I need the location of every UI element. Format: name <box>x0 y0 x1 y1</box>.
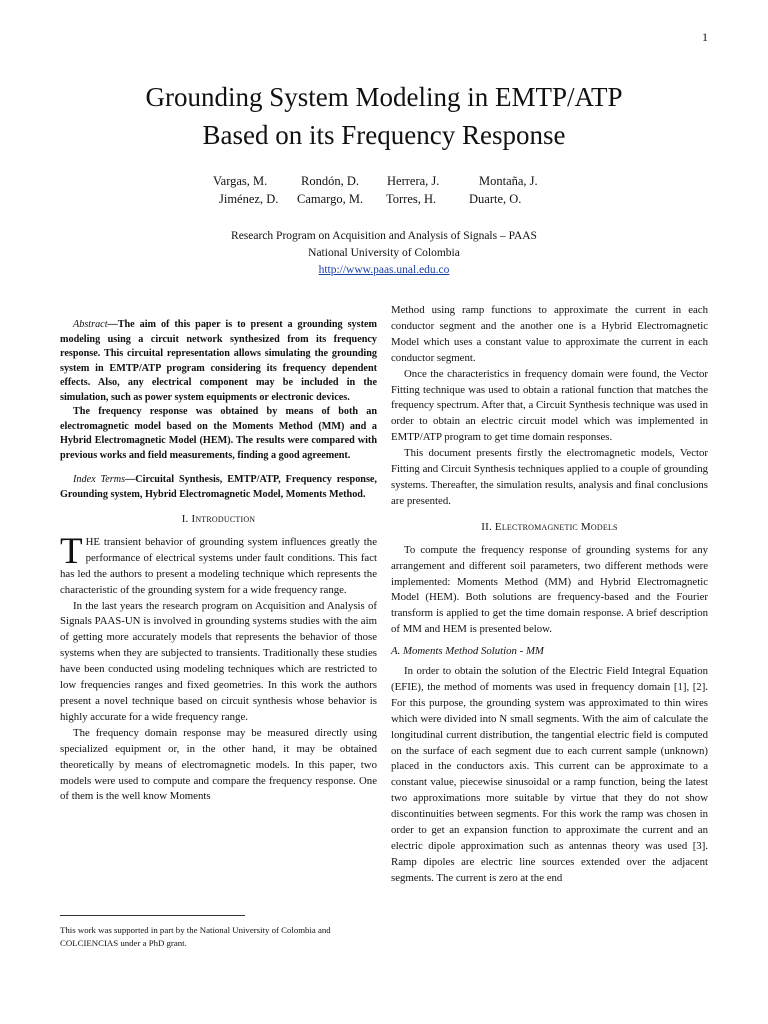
models-paragraph-1: To compute the frequency response of grounding systems for any arrangement and different soil parameters, two different methods were implemented: Moments Method (MM) and Hybrid Electromagnetic Model (HEM). Both solutions are frequency-based and the Fourier transform is applied to get the time domain response. A brief description of MM and HEM is presented below. <box>391 543 708 636</box>
index-terms-text: —Circuital Synthesis, EMTP/ATP, Frequency response, Grounding system, Hybrid Electromagnetic Model, Moments Method. <box>60 474 377 500</box>
author-name: Herrera, J. <box>387 174 440 188</box>
affiliation <box>0 228 768 279</box>
right-paragraph-3: This document presents firstly the electromagnetic models, Vector Fitting and Circuit Synthesis techniques applied to a couple of grounding systems. Thereafter, the simulation results, analysis and final conclusions are presented. <box>391 447 708 507</box>
footnote-rule <box>60 915 245 916</box>
right-paragraph-1: Method using ramp functions to approximate the current in each conductor segment and the another one is a Hybrid Electromagnetic Model which uses a constant value to approximate the current in each conductor segment. <box>391 304 708 364</box>
author-name: Rondón, D. <box>301 174 359 188</box>
author-name: Duarte, O. <box>469 192 522 206</box>
paper-title <box>0 78 768 154</box>
author-name: Torres, H. <box>386 192 437 206</box>
abstract-text-1: —The aim of this paper is to present a grounding system modeling using a circuit network synthesized from its frequency response. This circuital representation allows simulating the grounding system in EMTP/ATP program considering its frequency dependent effects. Also, any electrical component may be included in the simulation, such as power system equipments or electronic devices. <box>60 319 377 403</box>
intro-paragraph-3: The frequency domain response may be measured directly using specialized equipment or, in the other hand, it may be obtained theoretically by means of electromagnetic models. In this paper, two models were used to compute and compare the frequency response. One of them is the well know Moments <box>60 726 377 803</box>
mm-paragraph: In order to obtain the solution of the Electric Field Integral Equation (EFIE), the method of moments was used in frequency domain [1], [2]. For this purpose, the grounding system was approximated to thin wires which were divided into N small segments. With the aim of calculate the longitudinal current distribution, the tangential electric field is computed on the surface of each segment due to each current sample (unknown) placed in the conductors axis. This current can be approximate to a constant value, piecewise sinusoidal or a ramp function, being the latest two approximations more suitable by virtue that they do not show discontinuities between segments. For this work the ramp was chosen in order to get an expansion function to approximate the current and an electric dipole approximation such as antennas theory was used [3]. Ramp dipoles are electric line sources extended over the adjacent segments. The current is zero at the end <box>391 665 708 884</box>
author-row-1 <box>0 172 768 190</box>
left-column <box>60 318 377 805</box>
abstract-text-2: The frequency response was obtained by means of both an electromagnetic model based on the Moments Method (MM) and a Hybrid Electromagnetic Model (HEM). The results were compared with previous works and field measurements, finding a good agreement. <box>60 406 377 461</box>
author-row-2 <box>0 190 768 208</box>
intro-paragraph-1: THE transient behavior of grounding system influences greatly the performance of electrical systems under fault conditions. This fact has led the authors to present a modeling technique which represents the characteristic of the grounding system for a wide frequency range. <box>60 530 377 596</box>
affiliation-url-link[interactable]: http://www.paas.unal.edu.co <box>318 264 450 276</box>
author-name: Camargo, M. <box>297 192 364 206</box>
author-name: Montaña, J. <box>479 174 538 188</box>
section-heading-electromagnetic-models: II. Electromagnetic Models <box>481 520 618 533</box>
drop-cap: T <box>60 530 83 572</box>
footnote <box>60 924 377 950</box>
title-line-1: Grounding System Modeling in EMTP/ATP <box>145 82 623 112</box>
section-heading-introduction: I. Introduction <box>181 513 256 525</box>
abstract <box>60 318 377 463</box>
intro-paragraph-2: In the last years the research program on Acquisition and Analysis of Signals PAAS-UN is involved in grounding systems studies with the aim of getting more accurately models that represents the behavior of those systems when they are subjected to transients. Traditionally these studies have been conducted using modeling techniques which are restricted to low frequencies ranges and fixed geometries. In this work the authors present a novel technique based on circuit synthesis whose behavior is highly accurate for a wide frequency range. <box>60 599 377 723</box>
abstract-label: Abstract <box>73 319 108 330</box>
author-list <box>0 172 768 208</box>
page-number: 1 <box>702 30 708 44</box>
affiliation-program: Research Program on Acquisition and Analysis of Signals – PAAS <box>231 230 537 242</box>
title-line-2: Based on its Frequency Response <box>202 120 566 150</box>
right-column <box>391 303 708 887</box>
subsection-heading-mm: A. Moments Method Solution - MM <box>391 645 544 658</box>
index-terms-label: Index Terms <box>73 474 126 485</box>
footnote-text: This work was supported in part by the National University of Colombia and COLCIENCIAS under a PhD grant. <box>60 925 331 948</box>
author-name: Jiménez, D. <box>219 192 279 206</box>
index-terms <box>60 473 377 502</box>
right-paragraph-2: Once the characteristics in frequency domain were found, the Vector Fitting technique was used to obtain a rational function that matches the frequency spectrum. After that, a Circuit Synthesis technique was used in order to obtain an electric circuit model which was implemented in EMTP/ATP program to get time domain responses. <box>391 367 708 444</box>
author-name: Vargas, M. <box>213 174 268 188</box>
affiliation-university: National University of Colombia <box>308 247 460 259</box>
